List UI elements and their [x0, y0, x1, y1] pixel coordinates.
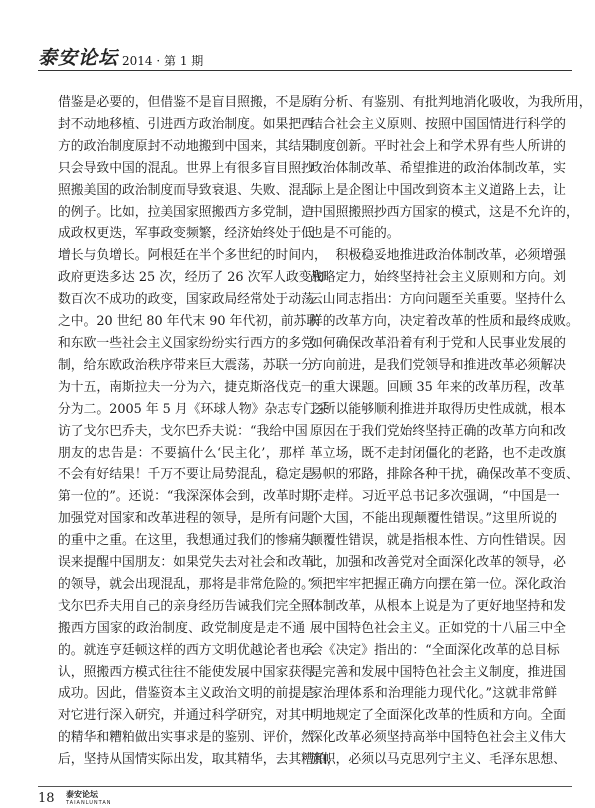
text-line: 体制改革，从根本上说是为了更好地坚持和发 [310, 598, 566, 614]
footer-brand-cn: 泰安论坛 [66, 790, 98, 799]
text-line: 数百次不成功的政变，国家政局经常处于动荡 [58, 292, 314, 308]
text-line: 的精华和糟粕做出实事求是的鉴别、评价，然 [58, 730, 314, 746]
text-line: 有分析、有鉴别、有批判地消化吸收，为我所用， [310, 95, 592, 110]
text-line: 认，照搬西方模式往往不能使发展中国家获得 [58, 664, 314, 680]
text-line: 为十五，南斯拉夫一分为六，捷克斯洛伐克一 [58, 379, 314, 395]
text-line: 云山同志指出：方向问题至关重要。坚持什么 [310, 292, 566, 308]
text-line: 此，加强和改善党对全面深化改革的领导，必 [310, 555, 566, 571]
text-line: 的重中之重。在这里，我想通过我们的惨痛失 [58, 533, 314, 549]
text-line: 颠覆性错误，就是指根本性、方向性错误。因 [310, 533, 566, 549]
right-text-column [310, 92, 592, 771]
text-line: 增长与负增长。阿根廷在半个多世纪的时间内， [58, 248, 327, 264]
text-line: 战略定力，始终坚持社会主义原则和方向。刘 [310, 270, 566, 286]
text-line: 展中国特色社会主义。正如党的十八届三中全 [310, 620, 566, 636]
page-number: 18 [38, 791, 55, 806]
text-line: 政府更迭多达 25 次，经历了 26 次军人政变和 [58, 270, 325, 286]
running-header [38, 46, 263, 68]
text-line: 是完善和发展中国特色社会主义制度，推进国 [310, 664, 566, 680]
text-line: 会《决定》指出的：“全面深化改革的总目标 [310, 642, 560, 658]
text-line: 封不动地移植、引进西方政治制度。如果把西 [58, 116, 314, 132]
text-line: 政治体制改革、希望推进的政治体制改革，实 [310, 160, 566, 176]
left-text-column [58, 92, 340, 771]
text-line: 旗帜，必须以马克思列宁主义、毛泽东思想、 [310, 752, 566, 768]
footer-brand [66, 790, 112, 808]
footer-brand-en: TAIANLUNTAN [66, 800, 112, 806]
text-line: 际上是企图让中国改到资本主义道路上去，让 [310, 182, 566, 198]
text-line: 访了戈尔巴乔夫，戈尔巴乔夫说：“我给中国 [58, 423, 308, 439]
header-rule [38, 70, 572, 71]
text-line: 戈尔巴乔夫用自己的亲身经历告诫我们完全照 [58, 598, 314, 614]
text-line: 朋友的忠告是：不要搞什么‘民主化’，那样 [58, 445, 305, 461]
text-line: 加强党对国家和改革进程的领导，是所有问题 [58, 511, 314, 527]
issue-label: 2014 · 第 1 期 [122, 54, 204, 68]
text-line: 结合社会主义原则、按照中国国情进行科学的 [310, 116, 566, 132]
text-line: 的重大课题。回顾 35 年来的改革历程，改革 [310, 379, 565, 395]
text-line: 明地规定了全面深化改革的性质和方向。全面 [310, 708, 566, 724]
text-line: 误来提醒中国朋友：如果党失去对社会和改革 [58, 555, 314, 571]
text-line: 不走样。习近平总书记多次强调，“中国是一 [310, 489, 560, 505]
text-line: 的领导，就会出现混乱，那将是非常危险的。” [58, 576, 315, 592]
text-line: 如何确保改革沿着有利于党和人民事业发展的 [310, 335, 566, 351]
text-line: 易帜的邪路，排除各种干扰，确保改革不变质、 [310, 467, 579, 483]
text-line: 成政权更迭，军事政变频繁，经济始终处于低 [58, 226, 314, 242]
text-line: 和东欧一些社会主义国家纷纷实行西方的多党 [58, 335, 314, 351]
text-line: 个大国，不能出现颠覆性错误。”这里所说的 [310, 511, 557, 527]
text-line: 后，坚持从国情实际出发，取其精华，去其糟粕， [58, 752, 340, 768]
text-line: 之中。20 世纪 80 年代末 90 年代初，前苏联 [58, 314, 320, 330]
text-line: 也是不可能的。 [310, 226, 400, 242]
page-footer [38, 786, 572, 806]
text-line: 第一位的”。还说：“我深深体会到，改革时期， [58, 489, 328, 505]
text-line: 不会有好结果！千万不要让局势混乱，稳定是 [58, 467, 314, 483]
text-line: 搬西方国家的政治制度、政党制度是走不通 [58, 620, 305, 636]
text-line: 成功。因此，借鉴资本主义政治文明的前提是 [58, 686, 314, 702]
footer-rule [38, 786, 572, 787]
text-line: 照搬美国的政治制度而导致衰退、失败、混乱 [58, 182, 314, 198]
text-line: 须把牢牢把握正确方向摆在第一位。深化政治 [310, 576, 566, 592]
text-line: 方向前进，是我们党领导和推进改革必须解决 [310, 357, 566, 373]
text-line: 的例子。比如，拉美国家照搬西方多党制，造 [58, 204, 314, 220]
text-line: 之所以能够顺利推进并取得历史性成就，根本 [310, 401, 566, 417]
text-line: 制度创新。平时社会上和学术界有些人所讲的 [310, 138, 566, 154]
text-line: 中国照搬照抄西方国家的模式，这是不允许的， [310, 204, 579, 220]
text-line: 原因在于我们党始终坚持正确的改革方向和改 [310, 423, 566, 439]
text-line: 分为二。2005 年 5 月《环球人物》杂志专门采 [58, 401, 329, 417]
text-line: 只会导致中国的混乱。世界上有很多盲目照抄 [58, 160, 314, 176]
text-line: 对它进行深入研究，并通过科学研究，对其中 [58, 708, 314, 724]
text-line: 革立场，既不走封闭僵化的老路，也不走改旗 [310, 445, 566, 461]
text-line: 积极稳妥地推进政治体制改革，必须增强 [335, 248, 566, 264]
text-line: 制，给东欧政治秩序带来巨大震荡，苏联一分 [58, 357, 314, 373]
text-line: 样的改革方向，决定着改革的性质和最终成败。 [310, 314, 579, 330]
text-line: 深化改革必须坚持高举中国特色社会主义伟大 [310, 730, 566, 746]
text-line: 方的政治制度原封不动地搬到中国来，其结果 [58, 138, 314, 154]
journal-logo: 泰安论坛 [38, 47, 119, 69]
text-line: 借鉴是必要的，但借鉴不是盲目照搬，不是原 [58, 95, 314, 110]
text-line: 的。就连亨廷顿这样的西方文明优越论者也承 [58, 642, 314, 658]
text-line: 家治理体系和治理能力现代化。”这就非常鲜 [310, 686, 557, 702]
